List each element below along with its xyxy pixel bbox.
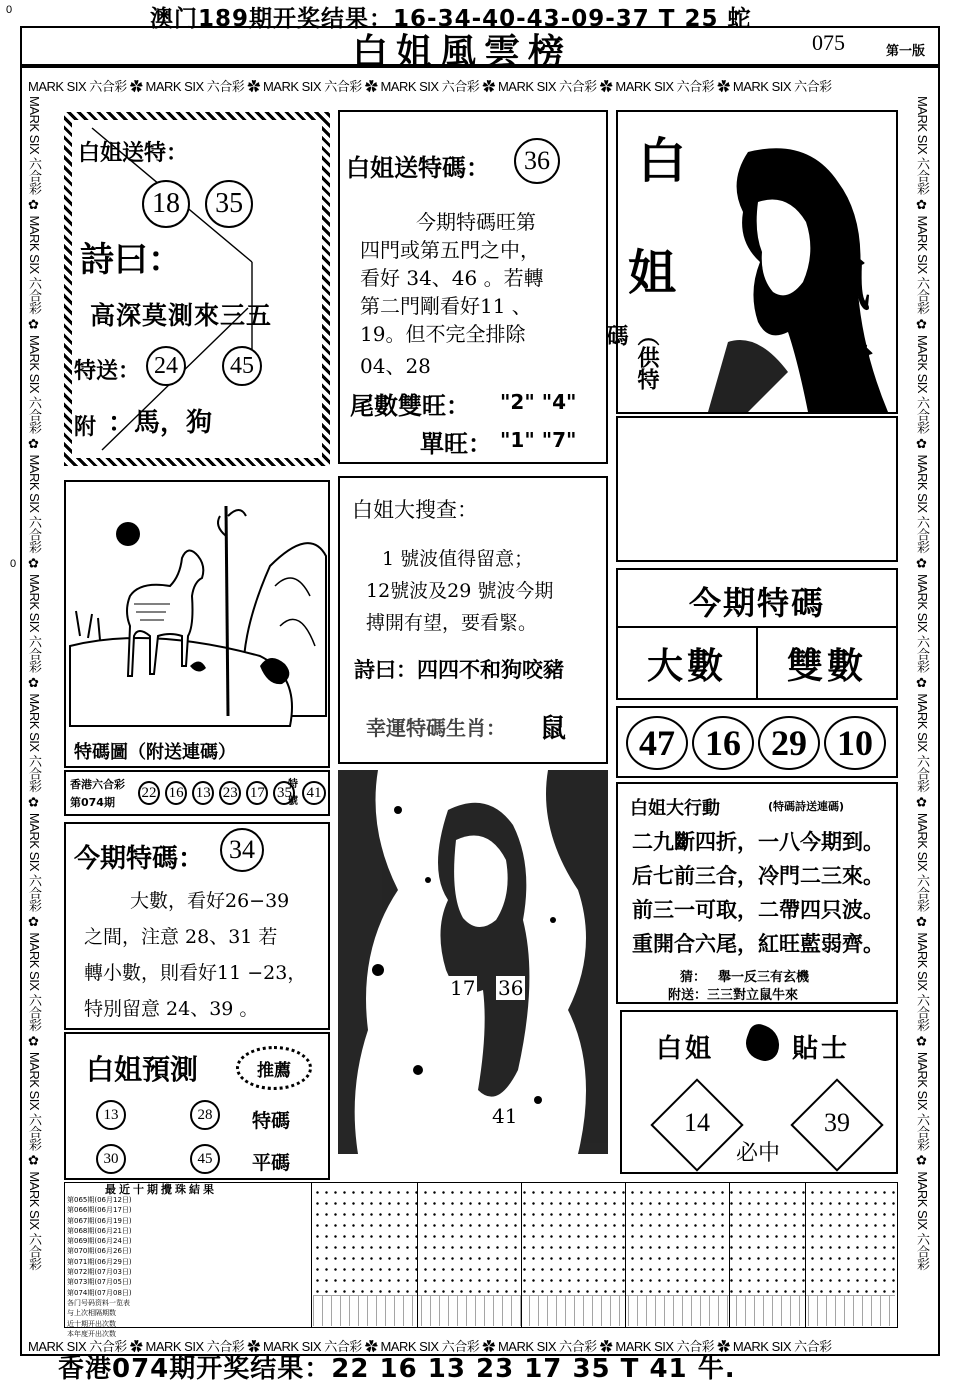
special-box — [338, 110, 608, 464]
hk-number: 17 — [246, 781, 268, 805]
special-line-3: 看好 34、46 。若轉 — [360, 266, 544, 290]
special-line-5: 19。但不完全排除 — [360, 322, 526, 346]
results-dot-grid — [313, 1187, 895, 1295]
grid-divider — [805, 1183, 806, 1327]
corner-mark-top: 0 — [6, 4, 13, 16]
photo-box — [338, 770, 608, 1154]
tail-values: "2" "4" — [500, 390, 577, 414]
title-image-note: （供特碼 — [638, 324, 662, 410]
tips-title-b: 貼士 — [792, 1034, 851, 1064]
search-line-1: 1 號波值得留意； — [382, 548, 534, 570]
this-special-line-3: 轉小數，則看好11 −23， — [84, 962, 307, 984]
predict-number-1: 13 — [96, 1100, 126, 1130]
predict-box — [64, 1032, 330, 1180]
hk-result-label-bottom: 第074期 — [70, 796, 115, 809]
special-label: 特送： — [74, 359, 141, 384]
table-row: 第069期(06月24日) — [67, 1237, 132, 1246]
single-values: "1" "7" — [500, 428, 577, 452]
special-number-1: 24 — [146, 346, 186, 386]
hk-special-label: 特號 — [288, 779, 298, 807]
this-special-box — [64, 822, 330, 1030]
photo-number-1: 17 — [450, 976, 476, 1000]
single-label: 單旺： — [420, 430, 492, 458]
results-table-left — [65, 1183, 312, 1338]
tips-box — [620, 1010, 898, 1174]
grid-divider — [625, 1183, 626, 1327]
predict-stamp: 推薦 — [236, 1046, 312, 1090]
table-row: 第073期(07月05日) — [67, 1278, 132, 1287]
masthead-title: 白姐風雲榜 — [352, 32, 573, 73]
grid-divider — [729, 1183, 730, 1327]
predict-row2-label: 平碼 — [252, 1152, 291, 1174]
walk-line-4: 重開合六尾，紅旺藍弱齊。 — [632, 932, 884, 956]
table-row: 第066期(06月17日) — [67, 1206, 132, 1215]
hk-number: 16 — [165, 781, 187, 805]
tail-label: 尾數雙旺： — [350, 392, 470, 420]
poem-number-2: 35 — [205, 180, 253, 228]
title-char-4: 雲 — [818, 338, 874, 403]
this-special-line-2: 之間，注意 28、31 若 — [84, 926, 278, 948]
table-row: 第074期(07月08日) — [67, 1288, 132, 1297]
predict-row1-label: 特碼 — [252, 1110, 291, 1132]
hk-result-box — [64, 770, 330, 816]
hk-result-label-top: 香港六合彩 — [70, 778, 125, 791]
left-strip: MARK SIX 六合彩 ✿ MARK SIX 六合彩 ✿ MARK SIX 六合彩 ✿ MARK SIX 六合彩 ✿ MARK SIX 六合彩 ✿ MARK SIX 六合彩 ✿ MARK SIX 六合彩 ✿ MARK SIX 六合彩 ✿ MARK SIX 六合彩 ✿ MARK SIX 六合彩 — [27, 96, 42, 1271]
title-char-1: 白 — [638, 133, 687, 189]
this-special-line-4: 特別留意 24、39 。 — [84, 998, 259, 1020]
search-line-2: 12號波及29 號波今期 — [366, 580, 554, 602]
today-special-box — [616, 568, 898, 700]
table-row: 第072期(07月03日) — [67, 1268, 132, 1277]
predict-number-2: 28 — [190, 1100, 220, 1130]
predict-title: 白姐預測 — [86, 1053, 199, 1086]
results-table-rows — [67, 1195, 132, 1339]
walk-line-1: 二九斷四折，一八今期到。 — [632, 830, 884, 854]
grid-divider — [521, 1183, 522, 1327]
this-special-title: 今期特碼： — [74, 844, 205, 874]
zodiac-value: 鼠 — [540, 714, 567, 744]
walk-title: 白姐大行動 — [630, 798, 720, 819]
hk-number: 22 — [138, 781, 160, 805]
bottom-strip: MARK SIX 六合彩 ✿ MARK SIX 六合彩 ✿ MARK SIX 六合彩 ✿ MARK SIX 六合彩 ✿ MARK SIX 六合彩 ✿ MARK SIX 六合彩 ✿ MARK SIX 六合彩 — [28, 1339, 832, 1354]
title-image-box — [603, 110, 898, 414]
poem-label: 詩曰： — [80, 240, 182, 280]
this-special-number: 34 — [220, 828, 264, 872]
walk-subtitle: (特碼詩送連碼) — [768, 800, 845, 813]
search-poem: 詩曰：四四不和狗咬豬 — [354, 658, 564, 682]
results-table-title: 最近十期攪珠結果 — [105, 1183, 217, 1196]
grid-divider — [417, 1183, 418, 1327]
horse-illustration — [70, 486, 326, 736]
issue-number: 075 — [812, 30, 845, 55]
tips-title-a: 白姐 — [656, 1034, 715, 1064]
pick-number-2: 16 — [692, 716, 754, 770]
horse-caption: 特碼圖（附送連碼） — [74, 742, 236, 763]
top-result-banner: 澳门189期开奖结果：16-34-40-43-09-37 T 25 蛇 — [150, 6, 752, 32]
search-line-3: 搏開有望，要看緊。 — [366, 612, 538, 634]
walk-gift: 附送：三三對立鼠牛來 — [668, 988, 799, 1003]
zodiac-label: 幸運特碼生肖： — [366, 716, 506, 740]
bottom-result-banner: 香港074期开奖结果：22 16 13 23 17 35 T 41 牛. — [58, 1354, 736, 1384]
results-count-grid — [313, 1295, 895, 1326]
table-row: 第067期(06月19日) — [67, 1216, 132, 1225]
this-special-line-1: 大數，看好26−39 — [130, 890, 290, 912]
photo-number-2: 36 — [498, 976, 524, 1000]
tips-left-number: 14 — [684, 1108, 710, 1137]
right-strip: MARK SIX 六合彩 ✿ MARK SIX 六合彩 ✿ MARK SIX 六合彩 ✿ MARK SIX 六合彩 ✿ MARK SIX 六合彩 ✿ MARK SIX 六合彩 ✿ MARK SIX 六合彩 ✿ MARK SIX 六合彩 ✿ MARK SIX 六合彩 ✿ MARK SIX 六合彩 — [915, 96, 930, 1271]
title-char-2: 姐 — [628, 245, 677, 301]
special-box-number: 36 — [514, 138, 560, 184]
special-number-2: 45 — [222, 346, 262, 386]
tips-middle: 必中 — [736, 1141, 781, 1166]
table-footer-row: 各门号码资料一览表 — [67, 1298, 130, 1307]
hk-result-label — [70, 776, 125, 812]
hk-special-number: 41 — [302, 781, 326, 805]
predict-number-4: 45 — [190, 1144, 220, 1174]
special-line-1: 今期特碼旺第 — [416, 210, 536, 234]
blank-box — [616, 416, 898, 562]
poem-numbers — [142, 180, 253, 228]
four-numbers-row — [626, 716, 886, 770]
special-line-6: 04、28 — [360, 354, 431, 378]
table-footer-row: 本年度开出次数 — [67, 1329, 116, 1338]
tips-right-number: 39 — [824, 1108, 850, 1137]
attach-text: ：馬，狗 — [108, 408, 213, 438]
woman-photo-image — [338, 770, 608, 1154]
poem-text: 高深莫測來三五 — [90, 301, 273, 330]
attach-label: 附 — [74, 415, 97, 440]
title-char-3: 風 — [814, 254, 870, 319]
walk-line-3: 前三一可取，二帶四只波。 — [632, 898, 884, 922]
table-row: 第065期(06月12日) — [67, 1196, 132, 1204]
search-title: 白姐大搜查： — [352, 498, 478, 522]
pick-number-1: 47 — [626, 716, 688, 770]
poem-box — [72, 120, 322, 458]
corner-mark-mid: 0 — [10, 558, 17, 570]
hk-number: 35 — [273, 781, 295, 805]
today-special-right: 雙數 — [786, 646, 867, 687]
special-box-title: 白姐送特碼： — [346, 154, 490, 182]
table-row: 第071期(06月29日) — [67, 1257, 132, 1266]
table-footer-row: 近十期开出次数 — [67, 1319, 116, 1328]
special-line-4: 第二門剛看好11 、 — [360, 294, 532, 318]
poem-box-title: 白姐送特： — [78, 141, 189, 166]
tips-ink-splash-icon — [741, 1021, 785, 1065]
pick-number-4: 10 — [824, 716, 886, 770]
horse-box — [64, 480, 330, 768]
walk-line-2: 后七前三合，冷門二三來。 — [632, 864, 884, 888]
pick-number-3: 29 — [758, 716, 820, 770]
today-special-left: 大數 — [646, 646, 727, 687]
top-strip: MARK SIX 六合彩 ✿ MARK SIX 六合彩 ✿ MARK SIX 六合彩 ✿ MARK SIX 六合彩 ✿ MARK SIX 六合彩 ✿ MARK SIX 六合彩 ✿ MARK SIX 六合彩 — [28, 79, 832, 94]
special-line-2: 四門或第五門之中， — [360, 238, 540, 262]
predict-number-3: 30 — [96, 1144, 126, 1174]
table-row: 第070期(06月26日) — [67, 1247, 132, 1256]
hk-result-numbers — [138, 781, 295, 805]
four-numbers-box — [616, 706, 898, 778]
poem-number-1: 18 — [142, 180, 190, 228]
walk-guess: 猜： 舉一反三有玄機 — [680, 970, 810, 985]
table-footer-row: 与上次相隔期数 — [67, 1309, 116, 1318]
photo-number-3: 41 — [492, 1104, 518, 1128]
hk-number: 23 — [219, 781, 241, 805]
strip-text: MARK SIX 六合彩 — [28, 79, 127, 94]
walk-box — [616, 782, 898, 1004]
hk-number: 13 — [192, 781, 214, 805]
edition-label: 第一版 — [886, 44, 926, 59]
search-box — [338, 476, 608, 764]
today-special-title: 今期特碼 — [688, 584, 825, 622]
results-table — [64, 1182, 898, 1338]
table-row: 第068期(06月21日) — [67, 1226, 132, 1235]
